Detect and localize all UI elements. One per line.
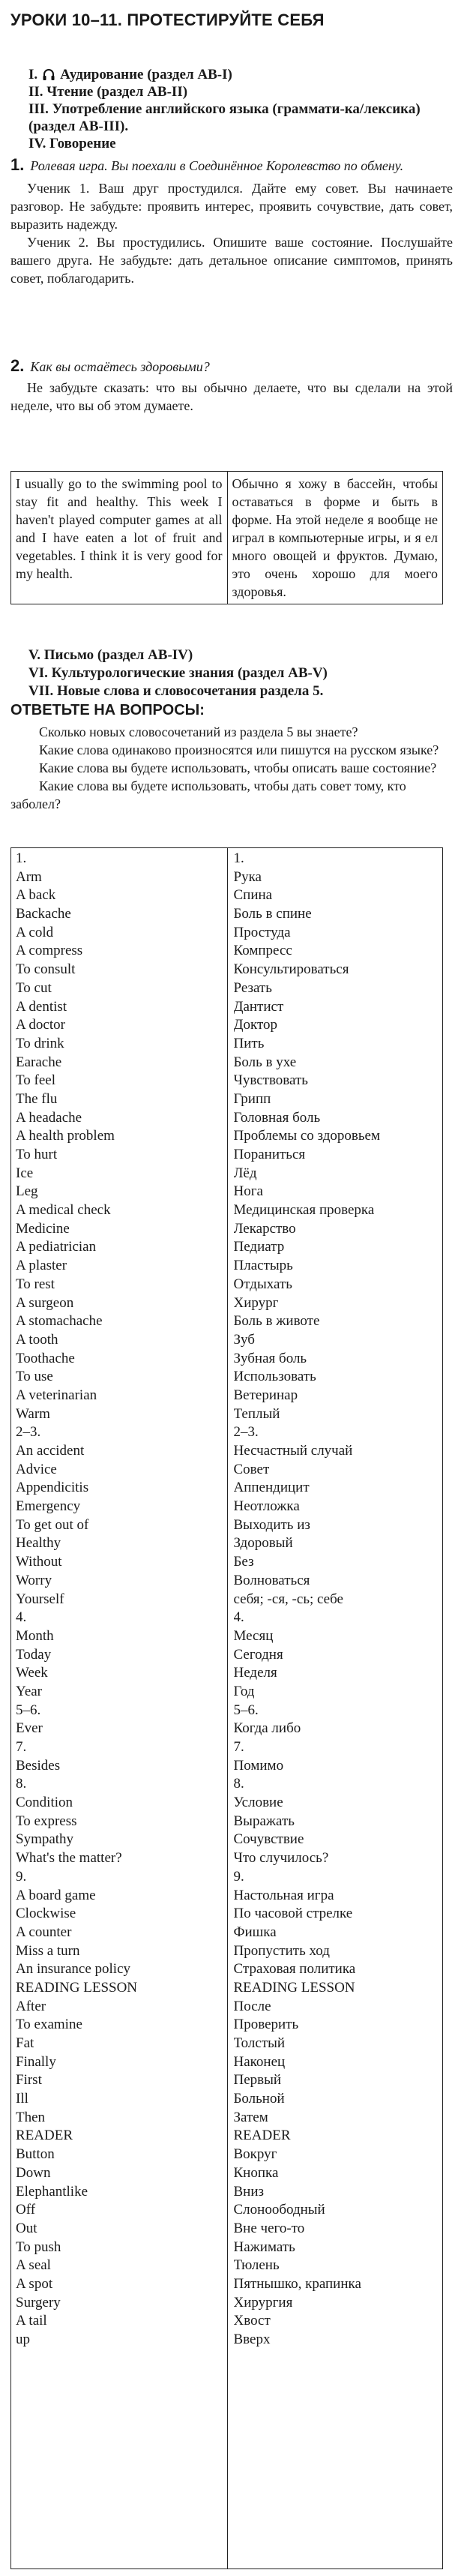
vocabulary-russian-item: Пить — [233, 1035, 265, 1051]
vocabulary-russian-item: Грипп — [233, 1090, 271, 1107]
vocabulary-russian-item: Пластырь — [233, 1258, 293, 1274]
vocabulary-english-item: An insurance policy — [16, 1961, 131, 1978]
vocabulary-english-item: A surgeon — [16, 1294, 74, 1311]
vocabulary-russian-item: Пораниться — [233, 1147, 306, 1162]
vocabulary-russian-item: Вне чего-то — [233, 2220, 305, 2236]
vocabulary-english-item: 1. — [16, 850, 27, 866]
vocabulary-english-item: Backache — [16, 906, 71, 922]
vocabulary-english-item: A plaster — [16, 1258, 67, 1274]
vocabulary-english-item: A medical check — [16, 1202, 111, 1219]
vocabulary-russian-item: Пятнышко, крапинка — [233, 2275, 361, 2292]
task-2-heading: Как вы остаётесь здоровыми? — [30, 359, 210, 374]
vocabulary-russian-item: Неделя — [233, 1665, 277, 1681]
vocabulary-english-column — [11, 848, 227, 2569]
vocabulary-russian-item: Хирургия — [233, 2294, 293, 2311]
vocabulary-english-item: Surgery — [16, 2294, 61, 2311]
vocabulary-english-item: Arm — [16, 868, 42, 885]
vocabulary-russian-item: Теплый — [233, 1405, 280, 1422]
vocabulary-english-item: A counter — [16, 1924, 72, 1940]
sections-top — [28, 66, 448, 152]
vocabulary-english-item: Finally — [16, 2053, 56, 2070]
vocabulary-english-item: Advice — [16, 1461, 57, 1477]
vocabulary-english-item: Besides — [16, 1757, 61, 1774]
vocabulary-russian-item: По часовой стрелке — [233, 1906, 353, 1922]
headphones-icon — [42, 68, 55, 82]
section-writing: V. Письмо (раздел АВ-IV) — [28, 647, 193, 663]
vocabulary-russian-item: Месяц — [233, 1627, 274, 1644]
vocabulary-english-item: READER — [16, 2128, 73, 2144]
vocabulary-english-item: First — [16, 2072, 42, 2089]
vocabulary-russian-item: Несчастный случай — [233, 1443, 353, 1459]
vocabulary-english-item: Worry — [16, 1572, 52, 1588]
vocabulary-russian-item: Педиатр — [233, 1239, 285, 1255]
vocabulary-russian-item: Зубная боль — [233, 1350, 307, 1366]
vocabulary-english-item: To push — [16, 2239, 61, 2255]
vocabulary-english-item: Appendicitis — [16, 1480, 89, 1496]
vocabulary-russian-item: READER — [233, 2128, 291, 2144]
vocabulary-russian-item: READING LESSON — [233, 1979, 355, 1996]
vocabulary-english-item: What's the matter? — [16, 1850, 122, 1867]
vocabulary-russian-item: Использовать — [233, 1369, 316, 1385]
section-listening-prefix: I. — [28, 67, 38, 82]
vocabulary-russian-item: Лёд — [233, 1165, 257, 1181]
question: Какие слова вы будете использовать, чтобы дать совет тому, кто заболел? — [10, 778, 406, 811]
vocabulary-russian-item: 9. — [233, 1868, 244, 1885]
vocabulary-russian-item: Спина — [233, 887, 273, 904]
vocabulary-english-item: To hurt — [16, 1147, 58, 1162]
answer-heading: ОТВЕТЬТЕ НА ВОПРОСЫ: — [10, 702, 205, 718]
vocabulary-english-item: Out — [16, 2220, 37, 2236]
vocabulary-english-item: 7. — [16, 1739, 27, 1755]
vocabulary-english-item: Off — [16, 2202, 36, 2218]
vocabulary-english-item: A spot — [16, 2275, 53, 2292]
vocabulary-english-item: A stomachache — [16, 1313, 103, 1330]
vocabulary-english-item: A tooth — [16, 1331, 58, 1348]
vocabulary-russian-item: Условие — [233, 1795, 283, 1811]
vocabulary-russian-item: себя; -ся, -сь; себе — [233, 1591, 343, 1607]
vocabulary-english-item: Clockwise — [16, 1906, 76, 1922]
vocabulary-english-item: Ill — [16, 2091, 28, 2107]
vocabulary-english-item: Fat — [16, 2035, 34, 2051]
answer-english: I usually go to the swimming pool to stay fit and healthy. This week I haven't played computer games at all and I have eaten a lot of fruit and vegetables. I think it is very good for my health. — [16, 476, 223, 581]
vocabulary-english-item: To use — [16, 1369, 53, 1385]
vocabulary-russian-item: Выходить из — [233, 1516, 310, 1533]
page-title: УРОКИ 10–11. ПРОТЕСТИРУЙТЕ СЕБЯ — [10, 10, 325, 29]
vocabulary-russian-item: Консультироваться — [233, 961, 349, 978]
vocabulary-russian-item: Что случилось? — [233, 1850, 329, 1867]
vocabulary-russian-item: Год — [233, 1683, 255, 1699]
task-2-paragraph: Не забудьте сказать: что вы обычно делаете, что вы сделали на этой неделе, что вы об этом думаете. — [10, 380, 453, 413]
task-1 — [10, 156, 453, 287]
vocabulary-english-item: A cold — [16, 924, 54, 940]
sections-bottom — [28, 646, 328, 700]
questions — [10, 723, 453, 813]
vocabulary-english-item: To cut — [16, 979, 52, 996]
vocabulary-russian-item: Проблемы со здоровьем — [233, 1128, 380, 1144]
vocabulary-english-item: Year — [16, 1683, 43, 1699]
vocabulary-english-item: To express — [16, 1813, 77, 1829]
vocabulary-russian-item: 2–3. — [233, 1424, 259, 1441]
vocabulary-english-item: The flu — [16, 1090, 58, 1107]
vocabulary-russian-column — [227, 848, 443, 2569]
vocabulary-english-item: Elephantlike — [16, 2183, 88, 2200]
vocabulary-russian-item: Боль в животе — [233, 1313, 320, 1330]
vocabulary-english-item: 2–3. — [16, 1424, 41, 1441]
vocabulary-english-item: A pediatrician — [16, 1239, 97, 1255]
vocabulary-english-item: Without — [16, 1554, 62, 1570]
vocabulary-russian-item: Боль в спине — [233, 906, 312, 922]
vocabulary-russian-item: После — [233, 1998, 271, 2014]
vocabulary-russian-item: Слоноободный — [233, 2202, 325, 2218]
vocabulary-english-item: Warm — [16, 1405, 50, 1422]
vocabulary-russian-item: Сегодня — [233, 1646, 283, 1663]
task-2-number: 2. — [10, 356, 25, 375]
vocabulary-english-item: Then — [16, 2109, 46, 2125]
vocabulary-russian-item: Настольная игра — [233, 1887, 334, 1903]
vocabulary-english-item: A headache — [16, 1109, 82, 1126]
vocabulary-english-item: 8. — [16, 1776, 27, 1792]
vocabulary-english-item: Today — [16, 1646, 52, 1663]
vocabulary-russian-item: Пропустить ход — [233, 1942, 330, 1959]
vocabulary-russian-item: Дантист — [233, 998, 284, 1015]
section-listening — [28, 66, 448, 83]
vocabulary-russian-item: 4. — [233, 1609, 244, 1626]
question: Какие слова одинаково произносятся или пишутся на русском языке? — [39, 742, 439, 757]
vocabulary-russian-item: Отдыхать — [233, 1276, 292, 1292]
vocabulary-russian-item: Сочувствие — [233, 1831, 304, 1848]
vocabulary-english-item: Down — [16, 2164, 51, 2181]
vocabulary-english-item: Miss a turn — [16, 1942, 80, 1959]
section-culture: VI. Культурологические знания (раздел АВ-V) — [28, 665, 328, 681]
vocabulary-russian-item: Здоровый — [233, 1535, 293, 1552]
vocabulary-russian-item: Нога — [233, 1183, 263, 1200]
vocabulary-english-item: To examine — [16, 2017, 82, 2033]
vocabulary-english-item: Yourself — [16, 1591, 64, 1607]
vocabulary-english-item: A board game — [16, 1887, 96, 1903]
vocabulary-english-item: A dentist — [16, 998, 67, 1015]
vocabulary-english-item: Ice — [16, 1165, 34, 1181]
vocabulary-russian-item: Хирург — [233, 1294, 279, 1311]
vocabulary-english-item: A doctor — [16, 1017, 65, 1033]
vocabulary-english-item: To rest — [16, 1276, 55, 1292]
vocabulary-english-item: Healthy — [16, 1535, 61, 1552]
vocabulary-russian-item: Вокруг — [233, 2146, 277, 2163]
vocabulary-russian-item: Первый — [233, 2072, 282, 2089]
vocabulary-russian-item: 8. — [233, 1776, 244, 1792]
vocabulary-english-item: A tail — [16, 2313, 47, 2329]
vocabulary-russian-item: Затем — [233, 2109, 268, 2125]
vocabulary-russian-item: Резать — [233, 979, 272, 996]
vocabulary-english-item: A veterinarian — [16, 1387, 97, 1403]
vocabulary-english-item: 4. — [16, 1609, 27, 1626]
task-1-heading: Ролевая игра. Вы поехали в Соединённое Королевство по обмену. — [30, 158, 404, 173]
question: Какие слова вы будете использовать, чтобы описать ваше состояние? — [39, 760, 437, 775]
vocabulary-russian-item: 1. — [233, 850, 244, 866]
vocabulary-english-item: A back — [16, 887, 56, 904]
vocabulary-russian-item: Без — [233, 1554, 254, 1570]
task-1-paragraph: Ученик 2. Вы простудились. Опишите ваше состояние. Послушайте вашего друга. Не забудьте: дать детальное описание симптомов, принять совет, поблагодарить. — [10, 235, 453, 286]
vocabulary-table — [10, 847, 443, 2569]
question: Сколько новых словосочетаний из раздела 5 вы знаете? — [39, 724, 358, 739]
vocabulary-english-item: READING LESSON — [16, 1979, 138, 1996]
vocabulary-english-item: After — [16, 1998, 46, 2014]
vocabulary-english-item: To feel — [16, 1072, 56, 1089]
vocabulary-russian-item: Ветеринар — [233, 1387, 298, 1403]
vocabulary-english-item: An accident — [16, 1443, 85, 1459]
vocabulary-russian-item: Проверить — [233, 2017, 299, 2033]
vocabulary-russian-item: 5–6. — [233, 1702, 259, 1718]
vocabulary-english-item: Toothache — [16, 1350, 75, 1366]
vocabulary-english-item: A compress — [16, 943, 83, 959]
section-listening-text: Аудирование (раздел АВ-I) — [60, 67, 232, 82]
vocabulary-russian-item: Хвост — [233, 2313, 271, 2329]
vocabulary-russian-item: 7. — [233, 1739, 244, 1755]
vocabulary-english-item: Emergency — [16, 1498, 81, 1515]
vocabulary-english-item: Month — [16, 1627, 54, 1644]
vocabulary-english-item: To drink — [16, 1035, 64, 1051]
section-reading: II. Чтение (раздел АВ-II) — [28, 84, 188, 100]
vocabulary-english-item: Condition — [16, 1795, 73, 1811]
vocabulary-russian-item: Кнопка — [233, 2164, 279, 2181]
vocabulary-russian-item: Когда либо — [233, 1720, 301, 1737]
vocabulary-russian-item: Головная боль — [233, 1109, 321, 1126]
vocabulary-english-item: Ever — [16, 1720, 43, 1737]
vocabulary-russian-item: Страховая политика — [233, 1961, 356, 1978]
vocabulary-english-item: To get out of — [16, 1516, 89, 1533]
section-grammar: III. Употребление английского языка (граммати-ка/лексика) (раздел АВ-III). — [28, 101, 421, 134]
answer-russian: Обычно я хожу в бассейн, чтобы оставаться в форме и быть в форме. На этой неделе я вообще не играл в компьютерные игры, и я ел много овощей и фруктов. Думаю, это очень хорошо для моего здоровья. — [227, 472, 443, 604]
vocabulary-russian-item: Толстый — [233, 2035, 286, 2051]
vocabulary-russian-item: Доктор — [233, 1017, 277, 1033]
vocabulary-russian-item: Помимо — [233, 1757, 284, 1774]
section-speaking: IV. Говорение — [28, 136, 116, 151]
vocabulary-english-item: Sympathy — [16, 1831, 74, 1848]
vocabulary-russian-item: Зуб — [233, 1331, 255, 1348]
vocabulary-russian-item: Рука — [233, 868, 262, 885]
vocabulary-russian-item: Вверх — [233, 2332, 271, 2347]
vocabulary-russian-item: Аппендицит — [233, 1480, 310, 1496]
section-new-words: VII. Новые слова и словосочетания раздела 5. — [28, 683, 324, 699]
vocabulary-russian-item: Лекарство — [233, 1220, 296, 1237]
vocabulary-english-item: Button — [16, 2146, 55, 2163]
vocabulary-russian-item: Выражать — [233, 1813, 295, 1829]
vocabulary-english-item: Medicine — [16, 1220, 70, 1237]
vocabulary-russian-item: Наконец — [233, 2053, 286, 2070]
vocabulary-english-item: A seal — [16, 2257, 51, 2274]
vocabulary-russian-item: Медицинская проверка — [233, 1202, 375, 1219]
vocabulary-russian-item: Фишка — [233, 1924, 277, 1940]
vocabulary-russian-item: Больной — [233, 2091, 285, 2107]
answer-table — [10, 471, 443, 604]
vocabulary-russian-item: Неотложка — [233, 1498, 300, 1515]
vocabulary-english-item: 5–6. — [16, 1702, 41, 1718]
vocabulary-russian-item: Боль в ухе — [233, 1054, 297, 1070]
vocabulary-russian-item: Тюлень — [233, 2257, 280, 2274]
vocabulary-english-item: 9. — [16, 1868, 27, 1885]
task-1-paragraph: Ученик 1. Ваш друг простудился. Дайте ему совет. Вы начинаете разговор. Не забудьте: проявить интерес, проявить сочувствие, дать совет, выразить надежду. — [10, 181, 453, 232]
vocabulary-russian-item: Компресс — [233, 943, 292, 959]
task-2 — [10, 357, 453, 415]
vocabulary-english-item: Leg — [16, 1183, 38, 1200]
vocabulary-russian-item: Нажимать — [233, 2239, 295, 2255]
vocabulary-russian-item: Простуда — [233, 924, 291, 940]
vocabulary-russian-item: Чувствовать — [233, 1072, 308, 1089]
vocabulary-english-item: Week — [16, 1665, 48, 1681]
vocabulary-english-item: up — [16, 2332, 30, 2347]
task-1-number: 1. — [10, 155, 25, 174]
vocabulary-russian-item: Совет — [233, 1461, 270, 1477]
vocabulary-english-item: A health problem — [16, 1128, 115, 1144]
vocabulary-russian-item: Волноваться — [233, 1572, 310, 1588]
vocabulary-english-item: Earache — [16, 1054, 62, 1070]
vocabulary-english-item: To consult — [16, 961, 76, 978]
vocabulary-russian-item: Вниз — [233, 2183, 265, 2200]
